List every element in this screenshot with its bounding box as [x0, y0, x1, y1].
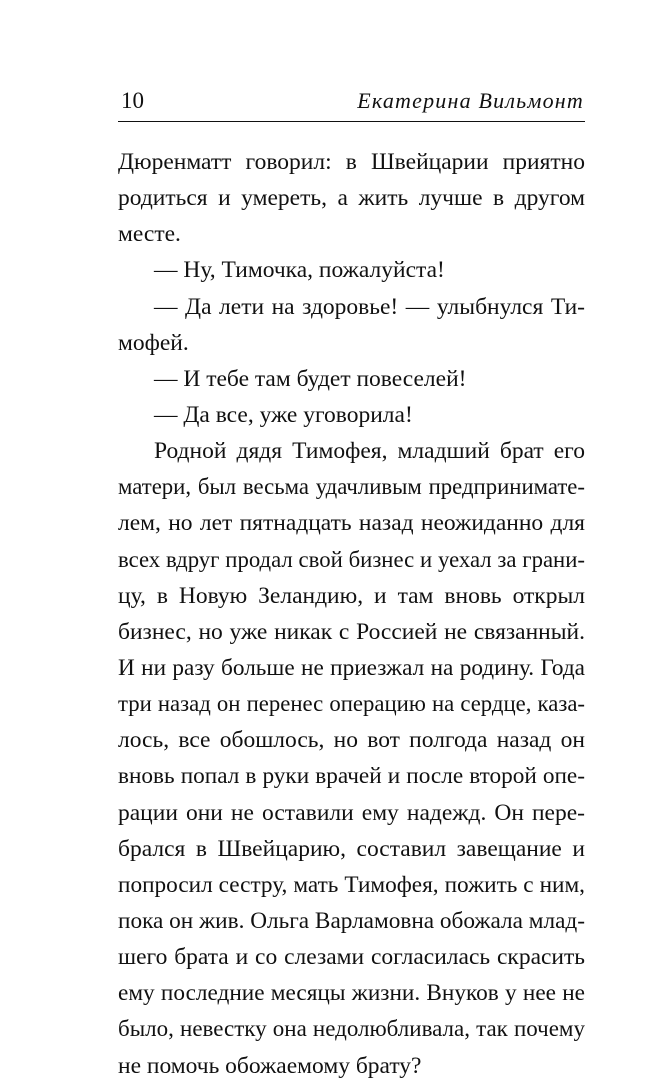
text-line: — И тебе там будет повеселей! — [154, 365, 467, 392]
text-line: вновь попал в руки врачей и после второй опе- — [118, 763, 585, 790]
text-line: — Да лети на здоровье! — улыбнулся Ти- — [154, 293, 585, 320]
text-line: Дюренматт говорил: в Швейцарии приятно — [118, 149, 585, 175]
text-line: бизнес, но уже никак с Россией не связанный. — [118, 618, 585, 645]
text-line: рации они не оставили ему надежд. Он пере- — [118, 799, 585, 826]
header-rule — [118, 121, 585, 122]
text-line: ему последние месяцы жизни. Внуков у нее не — [118, 980, 585, 1007]
text-line: И ни разу больше не приезжал на родину. Года — [118, 654, 585, 681]
text-line: цу, в Новую Зеландию, и там вновь открыл — [118, 582, 585, 609]
text-line: матери, был весьма удачливым предпринимате- — [118, 474, 585, 500]
text-line: месте. — [118, 221, 181, 248]
body-text — [118, 144, 585, 1084]
text-line: не помочь обожаемому брату? — [118, 1052, 422, 1079]
text-line: лем, но лет пятнадцать назад неожиданно для — [118, 510, 585, 537]
text-line: — Ну, Тимочка, пожалуйста! — [154, 257, 445, 284]
text-line: попросил сестру, мать Тимофея, пожить с ним, — [118, 871, 585, 898]
text-line: Родной дядя Тимофея, младший брат его — [154, 438, 585, 465]
text-line: мофей. — [118, 329, 189, 356]
text-line: шего брата и со слезами согласилась скрасить — [118, 944, 585, 971]
running-title: Екатерина Вильмонт — [357, 88, 584, 113]
text-line: лось, все обошлось, но вот полгода назад он — [118, 727, 585, 754]
text-line: было, невестку она недолюбливала, так почему — [118, 1016, 585, 1042]
text-line: — Да все, уже уговорила! — [154, 401, 413, 428]
text-line: всех вдруг продал свой бизнес и уехал за грани- — [118, 546, 585, 572]
text-line: брался в Швейцарию, составил завещание и — [118, 835, 585, 862]
text-line: пока он жив. Ольга Варламовна обожала млад- — [118, 907, 585, 934]
text-line: родиться и умереть, а жить лучше в другом — [118, 185, 585, 212]
text-line: три назад он перенес операцию на сердце, каза- — [118, 691, 585, 717]
page-number: 10 — [121, 88, 144, 113]
